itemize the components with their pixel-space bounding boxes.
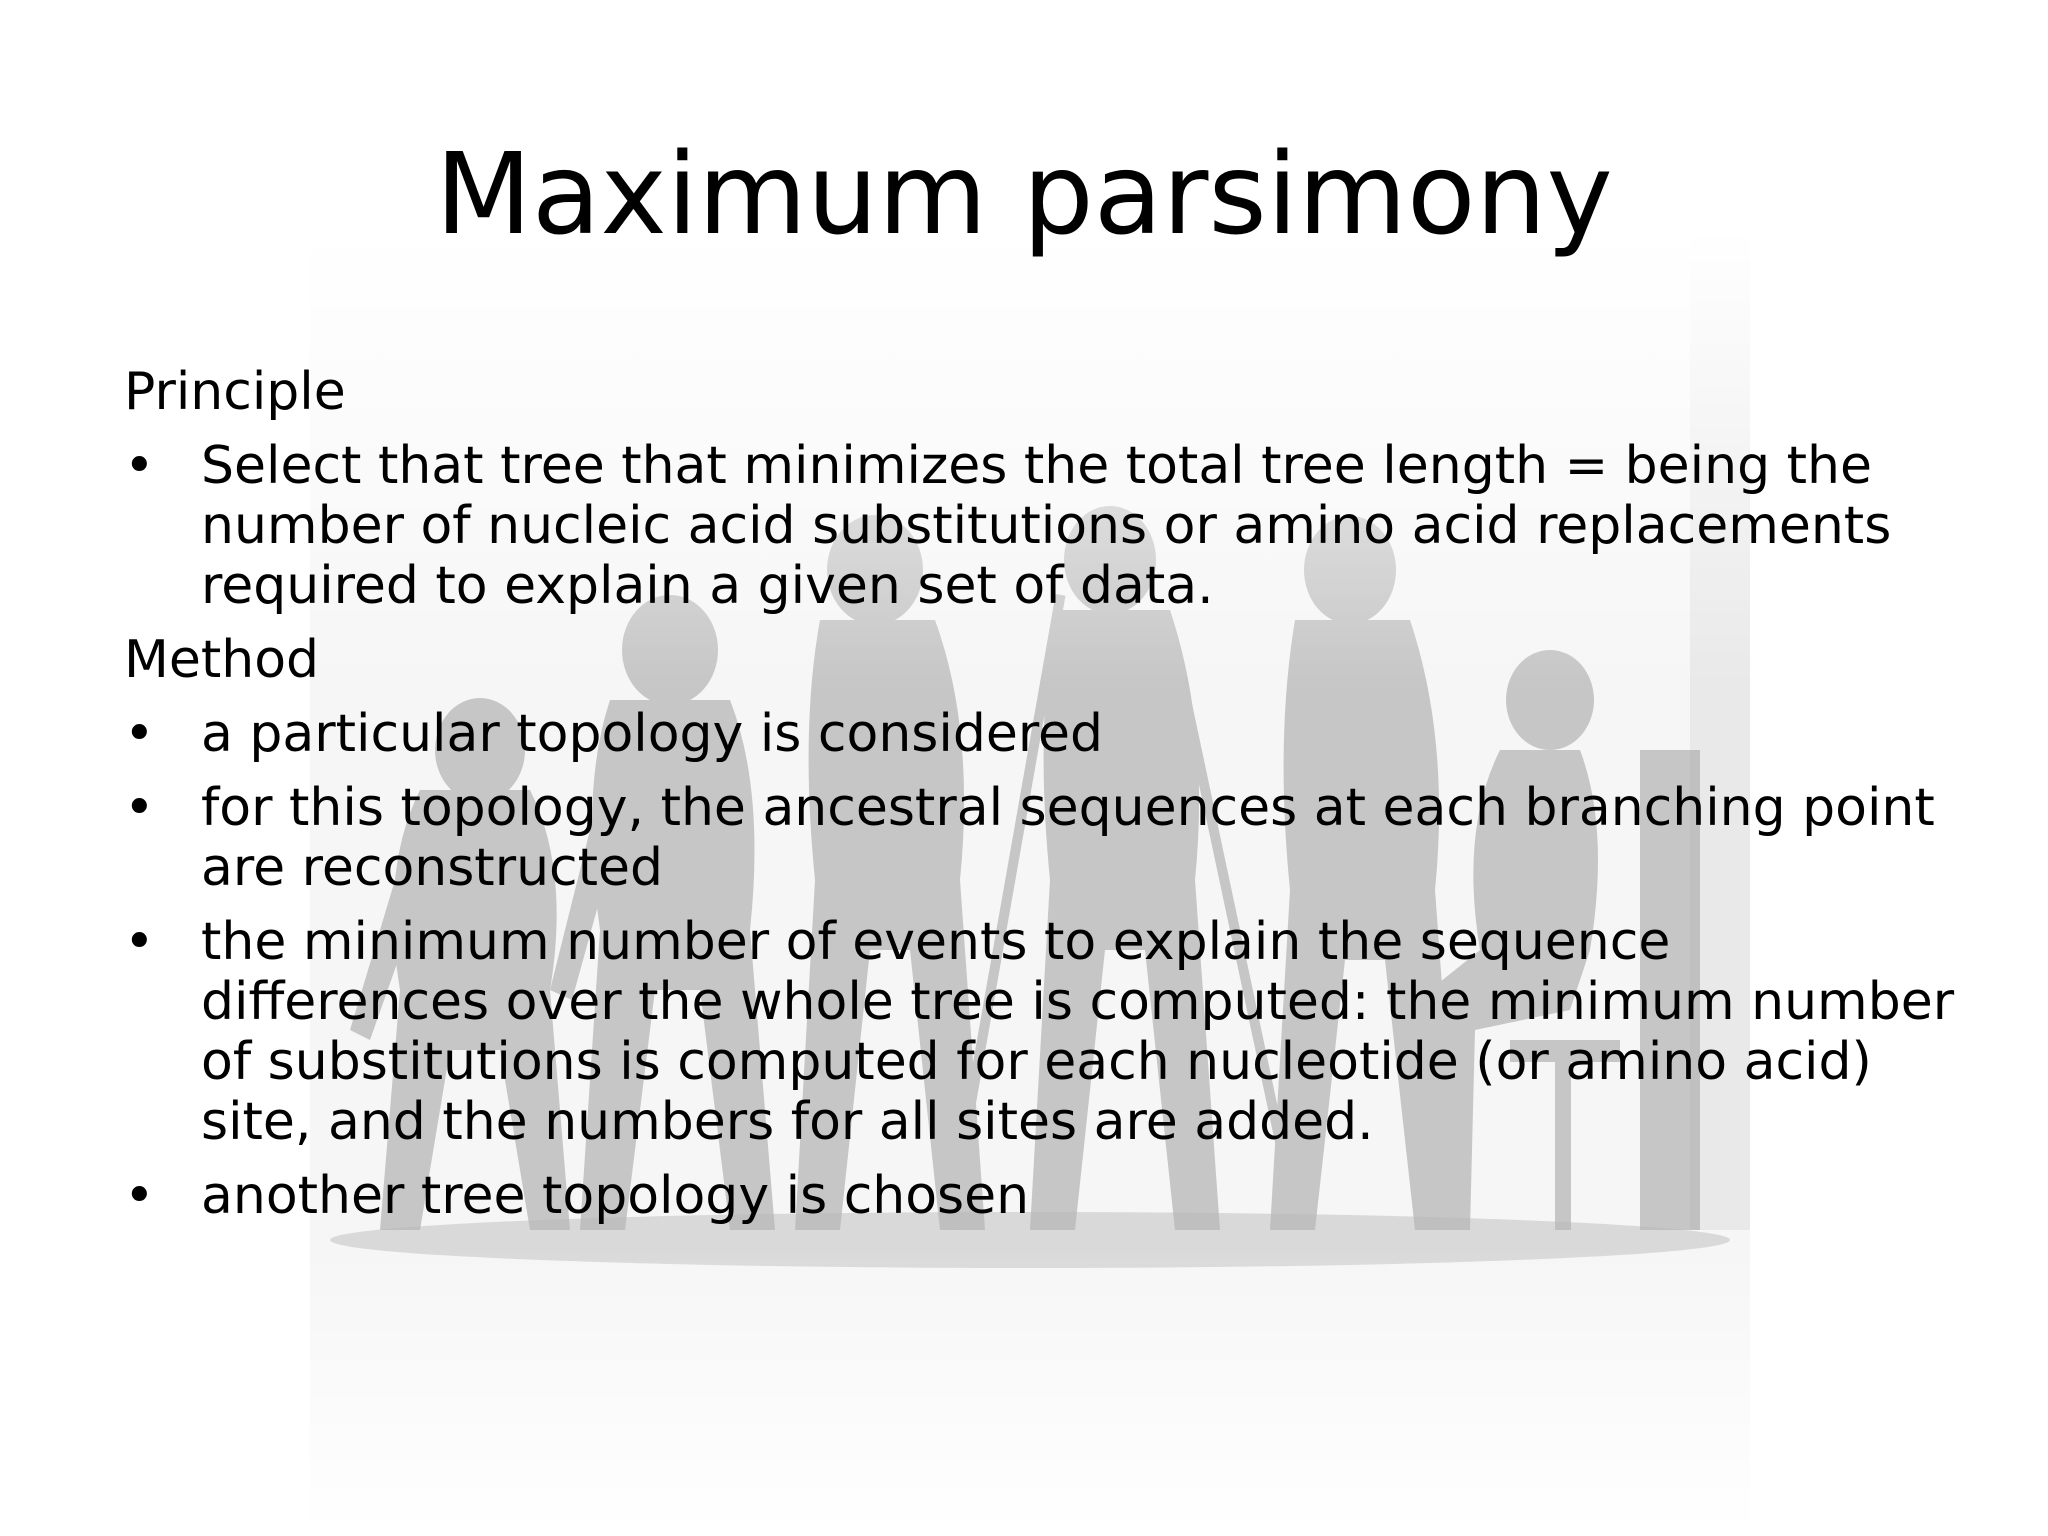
slide-body: [124, 362, 1964, 1240]
bullet-text: for this topology, the ancestral sequences at each branching point are reconstructed: [201, 778, 1935, 898]
section-heading-method: Method: [124, 630, 320, 690]
bullet-list-method: [124, 704, 1964, 1226]
section-method: [124, 630, 1964, 1226]
bullet-text: Select that tree that minimizes the total tree length = being the number of nucleic acid substitutions or amino acid replacements required to explain a given set of data.: [201, 436, 1892, 616]
slide-title: Maximum parsimony: [435, 130, 1613, 260]
bullet-icon: •: [124, 912, 155, 972]
list-item: [124, 1166, 1964, 1226]
bullet-icon: •: [124, 778, 155, 838]
bullet-text: the minimum number of events to explain the sequence differences over the whole tree is computed: the minimum number of substitutions is computed for each nucleotide (or amino acid) site, and the numbers for all sites are added.: [201, 912, 1955, 1152]
bullet-icon: •: [124, 704, 155, 764]
list-item: [124, 778, 1964, 898]
list-item: [124, 912, 1964, 1152]
bullet-icon: •: [124, 1166, 155, 1226]
section-principle: [124, 362, 1964, 616]
list-item: [124, 436, 1964, 616]
list-item: [124, 704, 1964, 764]
bullet-list-principle: [124, 436, 1964, 616]
section-heading-principle: Principle: [124, 362, 346, 422]
bullet-text: another tree topology is chosen: [201, 1166, 1030, 1226]
bullet-text: a particular topology is considered: [201, 704, 1104, 764]
bullet-icon: •: [124, 436, 155, 496]
